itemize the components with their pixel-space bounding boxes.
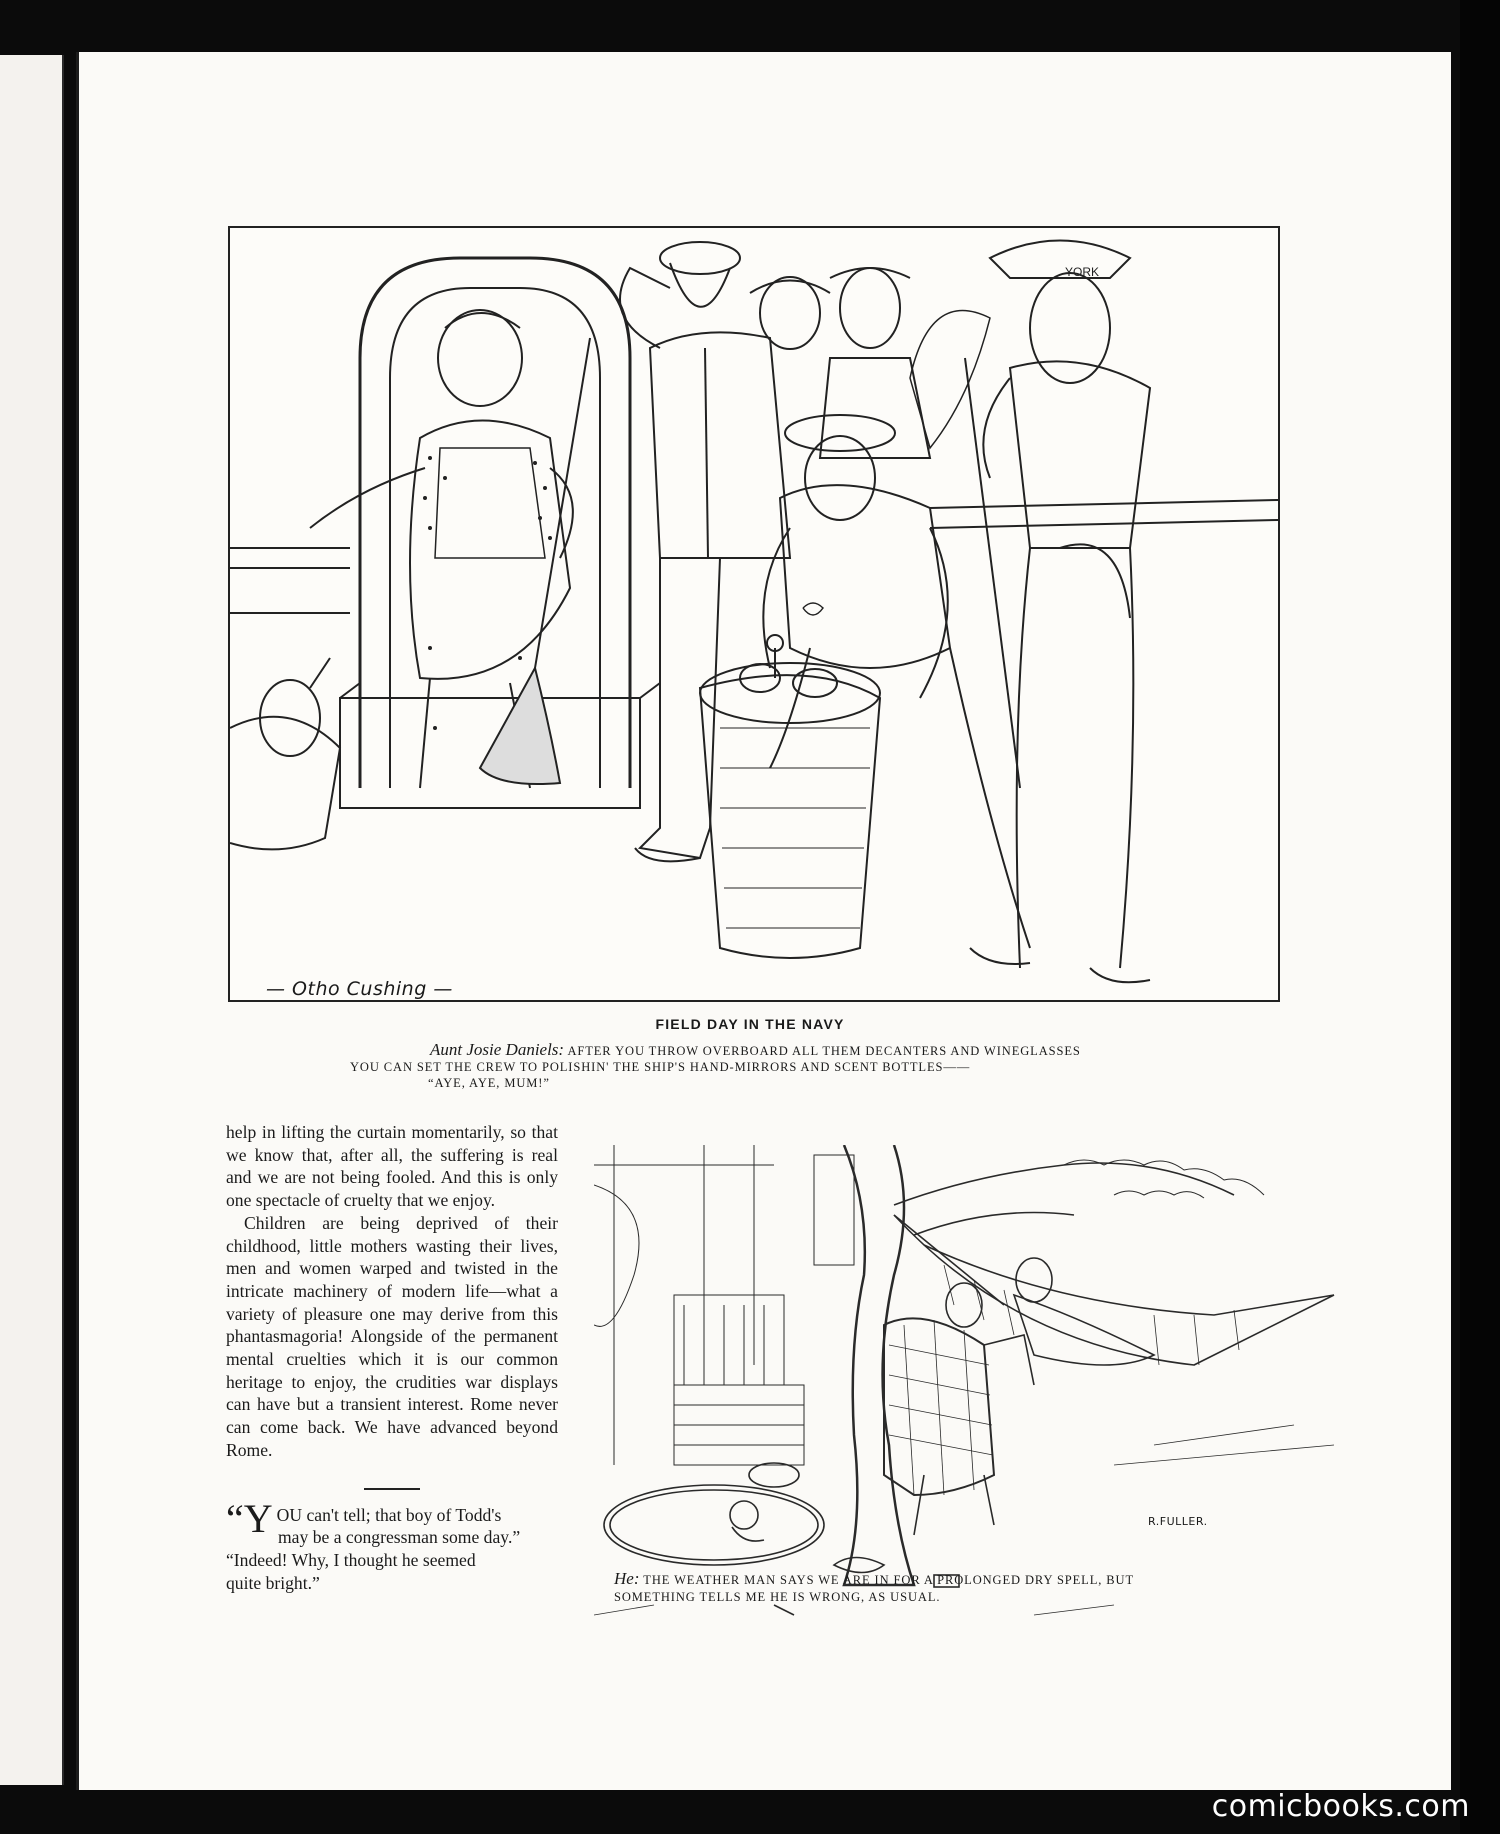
article-paragraph-1: help in lifting the curtain momentarily, so that we know that, after all, the suffering is real and we are not being fooled. And this is only one spectacle of cruelty that we enjoy. bbox=[226, 1122, 558, 1211]
cartoon-caption bbox=[350, 1042, 1150, 1091]
hammock-cartoon bbox=[594, 1145, 1346, 1635]
bottom-caption-line-1 bbox=[614, 1570, 1314, 1589]
joke-line-2: may be a congressman some day.” bbox=[278, 1527, 521, 1548]
joke-block bbox=[226, 1495, 558, 1595]
bottom-cartoon-caption bbox=[614, 1570, 1314, 1606]
caption-speaker: Aunt Josie Daniels: bbox=[430, 1040, 565, 1059]
left-page-edge bbox=[0, 55, 64, 1785]
article-column bbox=[226, 1121, 558, 1594]
caption-line-2: YOU CAN SET THE CREW TO POLISHIN' THE SHIP'S HAND-MIRRORS AND SCENT BOTTLES—— bbox=[350, 1060, 971, 1074]
bottom-caption-text-1: THE WEATHER MAN SAYS WE ARE IN FOR A PROLONGED DRY SPELL, BUT bbox=[643, 1573, 1134, 1587]
right-page-shadow bbox=[1460, 0, 1500, 1834]
site-watermark: comicbooks.com bbox=[1211, 1789, 1470, 1824]
bottom-caption-line-2: SOMETHING TELLS ME HE IS WRONG, AS USUAL. bbox=[614, 1590, 941, 1604]
article-paragraph-2: Children are being deprived of their childhood, little mothers wasting their lives, men and women warped and twisted in the intricate machinery of modern life—what a variety of pleasure one may derive from this phantasmagoria! Alongside of the permanent mental cruelties which it is our common heritage to enjoy, the crudities war displays can have but a transient interest. Rome never can come back. We have advanced beyond Rome. bbox=[226, 1212, 558, 1460]
bottom-cartoon-signature: R.FULLER. bbox=[1148, 1515, 1208, 1528]
joke-line-3: “Indeed! Why, I thought he seemed bbox=[226, 1549, 476, 1570]
field-day-cartoon bbox=[228, 226, 1280, 1002]
bottom-caption-speaker: He: bbox=[614, 1569, 640, 1588]
caption-line-3: “AYE, AYE, MUM!” bbox=[428, 1076, 550, 1090]
caption-line-1 bbox=[350, 1042, 1150, 1059]
cartoon-title: FIELD DAY IN THE NAVY bbox=[655, 1016, 845, 1032]
tall-sailor-figure bbox=[983, 241, 1150, 969]
crouching-sailor-figure bbox=[763, 415, 1030, 948]
joke-line-1: OU can't tell; that boy of Todd's bbox=[276, 1504, 502, 1525]
joke-initial: “Y bbox=[226, 1495, 273, 1541]
joke-line-4: quite bright.” bbox=[226, 1572, 320, 1593]
cartoonist-signature: — Otho Cushing — bbox=[266, 978, 453, 1000]
caption-text-1: AFTER YOU THROW OVERBOARD ALL THEM DECANTERS AND WINEGLASSES bbox=[567, 1044, 1081, 1058]
svg-text:YORK: YORK bbox=[1065, 265, 1100, 279]
section-divider bbox=[364, 1488, 420, 1490]
